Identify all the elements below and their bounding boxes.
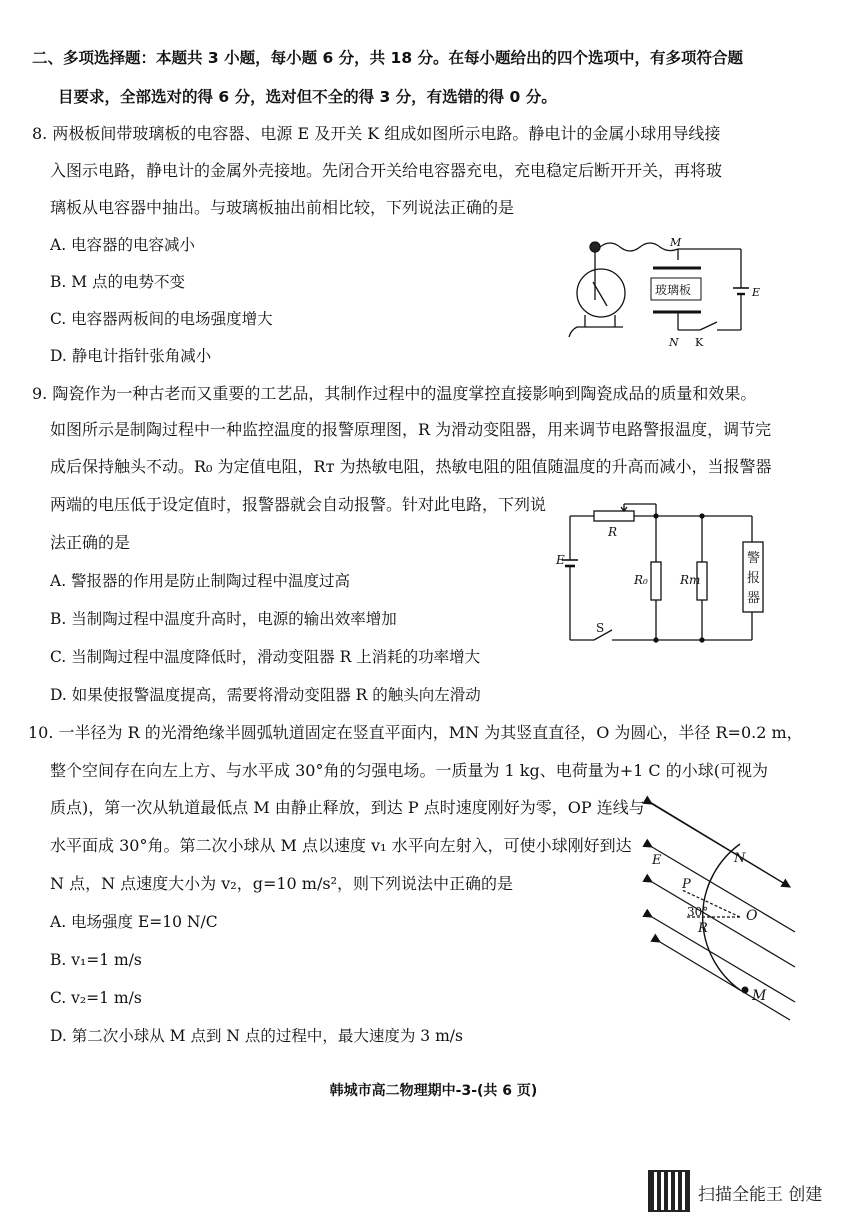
q9-stem-line4: 两端的电压低于设定值时，报警器就会自动报警。针对此电路，下列说: [50, 495, 547, 514]
rheostat-r: [594, 511, 634, 521]
label-rt: Rт: [680, 573, 701, 587]
electroscope-ball: [590, 242, 600, 252]
switch-k: [700, 322, 717, 330]
label-e: E: [556, 553, 565, 567]
electroscope-case: [577, 269, 625, 317]
q10-option-d: D. 第二次小球从 M 点到 N 点的过程中，最大速度为 3 m/s: [50, 1027, 463, 1045]
label-p: P: [682, 877, 691, 892]
label-r: R: [608, 525, 618, 539]
q8-option-c: C. 电容器两板间的电场强度增大: [50, 310, 273, 328]
q10-option-b: B. v₁=1 m/s: [50, 951, 142, 969]
field-line-5: [660, 942, 790, 1020]
label-angle: 30°: [687, 905, 709, 919]
section-heading-line1: 二、多项选择题：本题共 3 小题，每小题 6 分，共 18 分。在每小题给出的四个选项中，有多项符合题: [32, 49, 744, 67]
q8-stem-line3: 璃板从电容器中抽出。与玻璃板抽出前相比较，下列说法正确的是: [50, 198, 515, 217]
q9-stem-line3: 成后保持触头不动。R₀ 为定值电阻，Rт 为热敏电阻，热敏电阻的阻值随温度的升高而减小，当报警器: [50, 457, 772, 476]
label-m: M: [670, 236, 682, 249]
q8-stem-line1: 8. 两极板间带玻璃板的电容器、电源 E 及开关 K 组成如图所示电路。静电计的金属小球用导线接: [32, 124, 721, 143]
label-r0: R₀: [634, 573, 648, 587]
q8-option-a: A. 电容器的电容减小: [50, 236, 196, 254]
q8-option-b: B. M 点的电势不变: [50, 273, 186, 291]
q10-option-c: C. v₂=1 m/s: [50, 989, 142, 1007]
q10-field-figure: [640, 792, 800, 1024]
label-k: K: [695, 336, 704, 349]
field-line-4: [652, 917, 795, 1002]
q10-option-a: A. 电场强度 E=10 N/C: [50, 913, 218, 931]
label-glass-plate: 玻璃板: [655, 283, 692, 297]
scanner-watermark: 扫描全能王 创建: [698, 1185, 823, 1205]
alarm-char-3: 器: [747, 591, 761, 606]
q9-option-a: A. 警报器的作用是防止制陶过程中温度过高: [50, 572, 351, 590]
q9-option-b: B. 当制陶过程中温度升高时，电源的输出效率增加: [50, 610, 397, 628]
label-r: R: [698, 921, 708, 936]
label-m: M: [752, 988, 767, 1004]
q10-stem-line4: 水平面成 30°角。第二次小球从 M 点以速度 v₁ 水平向左射入，可使小球刚好到达: [50, 836, 632, 855]
q9-stem-line1: 9. 陶瓷作为一种古老而又重要的工艺品，其制作过程中的温度掌控直接影响到陶瓷成品的质量和效果。: [32, 384, 757, 403]
section-heading-line2: 目要求，全部选对的得 6 分，选对但不全的得 3 分，有选错的得 0 分。: [58, 88, 557, 106]
label-n: N: [669, 336, 679, 349]
qr-code-icon: [650, 1172, 688, 1210]
q10-stem-line5: N 点，N 点速度大小为 v₂，g=10 m/s²，则下列说法中正确的是: [50, 874, 513, 893]
q10-stem-line1: 10. 一半径为 R 的光滑绝缘半圆弧轨道固定在竖直平面内，MN 为其竖直直径，O 为圆心，半径 R=0.2 m，: [28, 723, 803, 742]
label-e: E: [652, 853, 662, 868]
q9-stem-line5: 法正确的是: [50, 533, 131, 552]
label-e: E: [752, 286, 761, 299]
q8-circuit-figure: [555, 230, 770, 350]
label-n: N: [734, 851, 746, 866]
field-line-0: [652, 804, 790, 887]
q10-stem-line2: 整个空间存在向左上方、与水平成 30°角的匀强电场。一质量为 1 kg、电荷量为+1 C 的小球(可视为: [50, 761, 768, 780]
connecting-wire: [600, 243, 678, 251]
label-s: S: [596, 621, 605, 635]
q9-stem-line2: 如图所示是制陶过程中一种监控温度的报警原理图，R 为滑动变阻器，用来调节电路警报温度，调节完: [50, 420, 772, 439]
q9-option-d: D. 如果使报警温度提高，需要将滑动变阻器 R 的触头向左滑动: [50, 686, 481, 704]
alarm-char-1: 警: [747, 551, 761, 566]
resistor-r0: [651, 562, 661, 600]
q9-option-c: C. 当制陶过程中温度降低时，滑动变阻器 R 上消耗的功率增大: [50, 648, 481, 666]
q8-option-d: D. 静电计指针张角减小: [50, 347, 212, 365]
q9-circuit-figure: [552, 502, 792, 652]
ball-m: [742, 987, 749, 994]
alarm-char-2: 报: [747, 571, 761, 586]
q8-stem-line2: 入图示电路，静电计的金属外壳接地。先闭合开关给电容器充电，充电稳定后断开开关，再将玻: [50, 161, 723, 180]
q10-stem-line3: 质点)，第一次从轨道最低点 M 由静止释放，到达 P 点时速度刚好为零，OP 连线与: [50, 798, 645, 817]
page-footer: 韩城市高二物理期中-3-(共 6 页): [329, 1083, 538, 1099]
label-o: O: [746, 908, 758, 924]
field-line-3: [652, 882, 795, 967]
